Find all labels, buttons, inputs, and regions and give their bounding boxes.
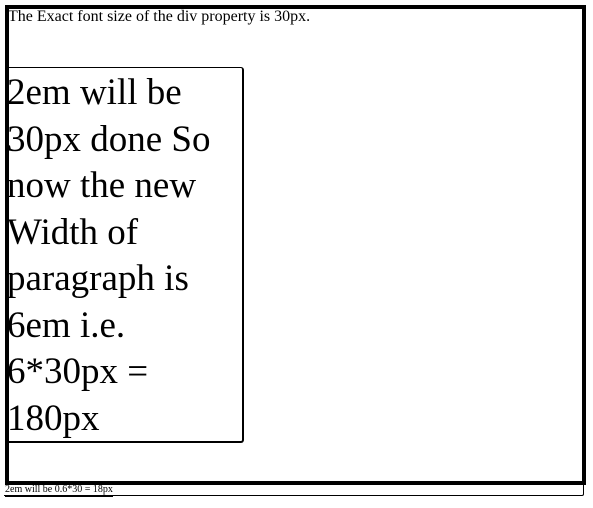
paragraph-text: 2em will be 30px done So now the new Width of paragraph is 6em i.e. 6*30px = 180px [7,72,211,439]
intro-text: The Exact font size of the div property is 30px. [8,8,311,25]
footer-text: 2em will be 0.6*30 = 18px [5,484,113,495]
